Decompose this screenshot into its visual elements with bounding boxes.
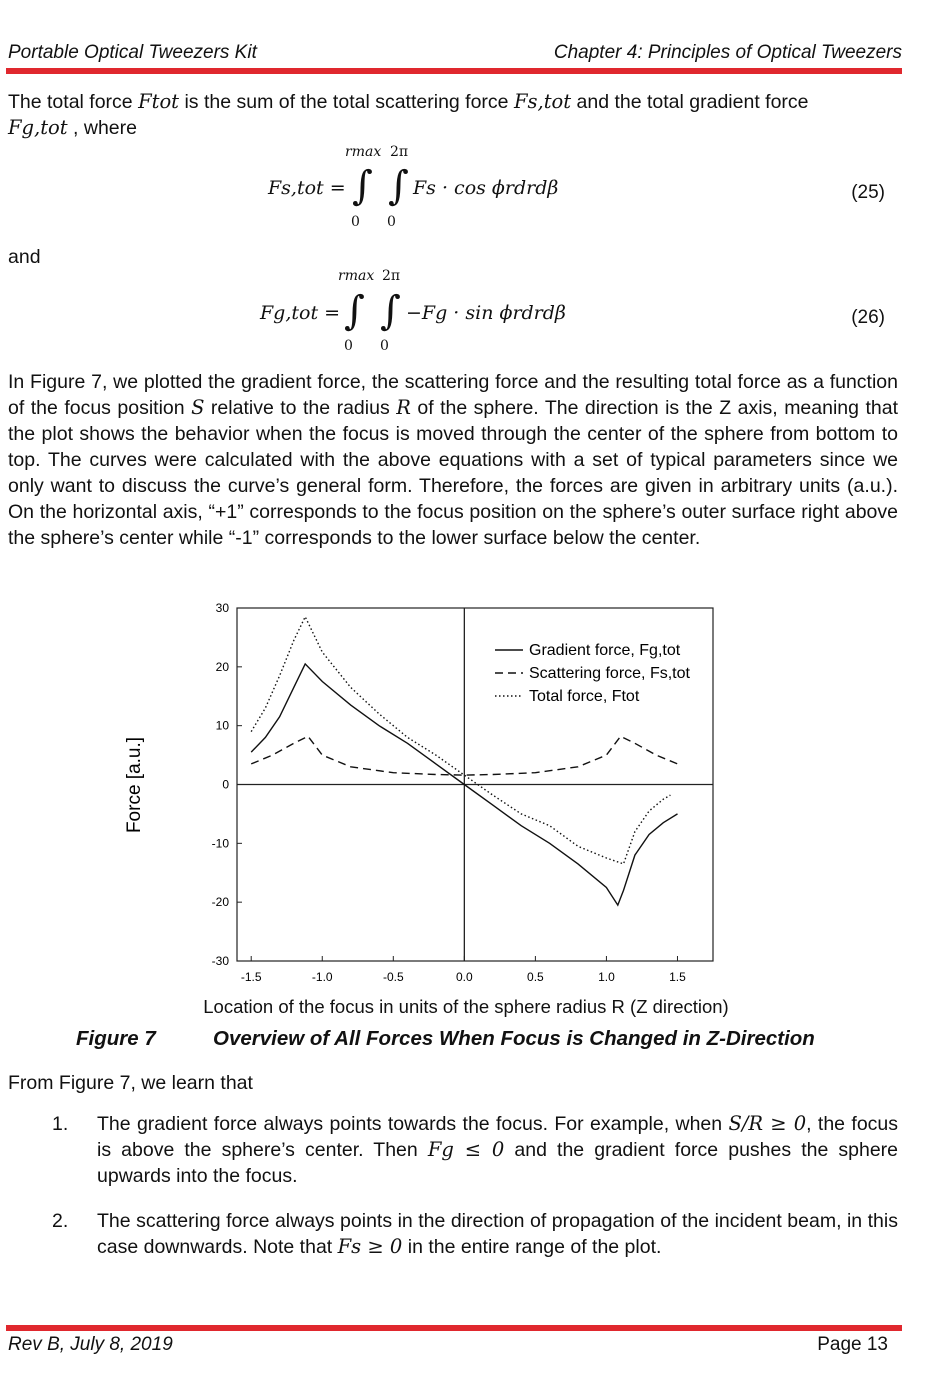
figure-label: Figure 7 bbox=[76, 1027, 156, 1050]
var-fgtot: Fg,tot bbox=[8, 116, 68, 139]
footer-revision: Rev B, July 8, 2019 bbox=[8, 1334, 173, 1355]
header-rule bbox=[6, 68, 902, 74]
y-tick-label: 30 bbox=[215, 601, 229, 615]
page-number: Page 13 bbox=[817, 1334, 888, 1355]
x-tick-label: 0.0 bbox=[455, 970, 473, 984]
x-tick-label: -0.5 bbox=[382, 970, 404, 984]
learn-intro: From Figure 7, we learn that bbox=[8, 1072, 253, 1094]
eq26-integrand: −Fg · sin ϕrdrdβ bbox=[406, 302, 566, 324]
eq25-upper-b: 2π bbox=[390, 144, 409, 160]
x-tick-label: -1.5 bbox=[240, 970, 262, 984]
integral-icon: ∫ bbox=[344, 288, 365, 334]
eq26-lhs: Fg,tot = bbox=[260, 302, 341, 324]
body-paragraph: In Figure 7, we plotted the gradient force, the scattering force and the resulting total force as a function of the focus position S relative to the radius R of the sphere. The direction is the Z axis, meaning that the plot shows the behavior when the focus is moved through the center of the sphere from bottom to top. The curves were calculated with the above equations with a set of typical parameters since we only want to discuss the curve’s general form. Therefore, the forces are given in arbitrary units (a.u.). On the horizontal axis, “+1” corresponds to the focus position on the sphere’s outer surface right above the sphere’s center while “-1” corresponds to the lower surface below the center. bbox=[8, 371, 898, 549]
y-tick-label: 0 bbox=[222, 777, 229, 792]
var-fstot: Fs,tot bbox=[513, 90, 572, 113]
header-doc-title: Portable Optical Tweezers Kit bbox=[8, 42, 257, 63]
legend-label: Gradient force, Fg,tot bbox=[529, 642, 681, 659]
eq26-number: (26) bbox=[851, 307, 885, 328]
var-ftot: Ftot bbox=[138, 90, 180, 113]
page-header bbox=[8, 40, 902, 66]
list-number: 2. bbox=[52, 1210, 69, 1232]
eq26-upper-b: 2π bbox=[382, 268, 401, 284]
eq25-lhs: Fs,tot = bbox=[268, 177, 346, 199]
and-text: and bbox=[8, 246, 41, 268]
integral-icon: ∫ bbox=[352, 163, 373, 209]
eq25-number: (25) bbox=[851, 182, 885, 203]
eq25-upper-r: rmax bbox=[345, 144, 382, 160]
eq26-upper-r: rmax bbox=[338, 268, 375, 284]
x-axis-label: Location of the focus in units of the sphere radius R (Z direction) bbox=[203, 996, 729, 1017]
y-tick-label: -30 bbox=[211, 954, 229, 968]
list-number: 1. bbox=[52, 1113, 69, 1135]
figure-title: Overview of All Forces When Focus is Changed in Z-Direction bbox=[213, 1027, 815, 1050]
header-chapter-title: Chapter 4: Principles of Optical Tweezers bbox=[553, 42, 902, 63]
list-item: 1. The gradient force always points towards the focus. For example, when S/R ≥ 0, the focus is above the sphere’s center. Then Fg ≤ 0 and the gradient force pushes the sphere upwards into the focus. bbox=[52, 1112, 899, 1187]
eq26-lower-r: 0 bbox=[344, 338, 353, 354]
eq26-lower-b: 0 bbox=[380, 338, 389, 354]
eq25-lower-b: 0 bbox=[387, 214, 396, 230]
eq25-integrand: Fs · cos ϕrdrdβ bbox=[413, 177, 559, 199]
x-tick-label: 1.5 bbox=[669, 970, 686, 984]
x-tick-label: 1.0 bbox=[598, 970, 615, 984]
y-axis-label: Force [a.u.] bbox=[124, 736, 145, 834]
integral-icon: ∫ bbox=[388, 163, 409, 209]
y-tick-label: 20 bbox=[215, 659, 229, 674]
y-tick-label: -10 bbox=[211, 836, 229, 851]
footer-rule bbox=[6, 1325, 902, 1331]
eq25-lower-r: 0 bbox=[351, 214, 360, 230]
y-tick-label: -20 bbox=[211, 895, 229, 910]
list-item: 2. The scattering force always points in the direction of propagation of the incident beam, in this case downwards. Note that Fs ≥ 0 in the entire range of the plot. bbox=[52, 1210, 898, 1258]
y-tick-label: 10 bbox=[215, 718, 229, 733]
integral-icon: ∫ bbox=[380, 288, 401, 334]
legend-label: Scattering force, Fs,tot bbox=[529, 665, 690, 682]
force-chart bbox=[110, 590, 810, 1010]
legend-label: Total force, Ftot bbox=[529, 688, 640, 705]
var-s: S bbox=[191, 396, 205, 419]
x-tick-label: -1.0 bbox=[311, 970, 333, 984]
intro-paragraph: The total force Ftot is the sum of the total scattering force Fs,tot and the total gradient force Fg,tot , where bbox=[8, 90, 809, 139]
var-r: R bbox=[396, 396, 411, 419]
x-tick-label: 0.5 bbox=[527, 970, 544, 984]
